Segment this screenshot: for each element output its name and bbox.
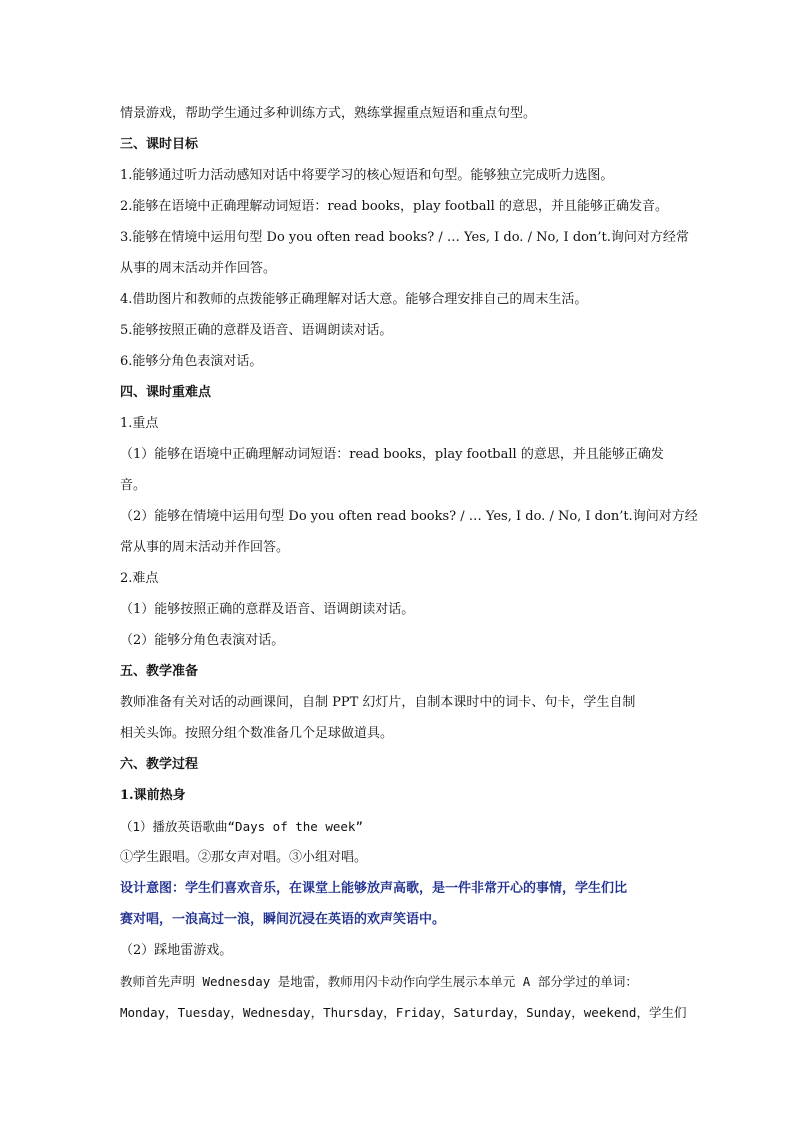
paragraph-line: 情景游戏，帮助学生通过多种训练方式，熟练掌握重点短语和重点句型。 <box>120 106 537 121</box>
objective-item: 4.借助图片和教师的点拨能够正确理解对话大意。能够合理安排自己的周末生活。 <box>120 292 588 307</box>
objective-item: 1.能够通过听力活动感知对话中将要学习的核心短语和句型。能够独立完成听力选图。 <box>120 168 614 183</box>
subheading-difficult-point: 2.难点 <box>120 571 159 586</box>
objective-item: 2.能够在语境中正确理解动词短语：read books，play football 的意思，并且能够正确发音。 <box>120 199 668 214</box>
difficult-point-item: （2）能够分角色表演对话。 <box>120 633 285 648</box>
objective-item: 6.能够分角色表演对话。 <box>120 354 263 369</box>
key-point-item-continued: 常从事的周末活动并作回答。 <box>120 540 290 555</box>
game-description-continued: Monday，Tuesday，Wednesday，Thursday，Friday，Saturday，Sunday，weekend，学生们 <box>120 1005 687 1020</box>
subheading-key-point: 1.重点 <box>120 416 159 431</box>
section-heading-key-points: 四、课时重难点 <box>120 385 212 400</box>
preparation-text-continued: 相关头饰。按照分组个数准备几个足球做道具。 <box>120 726 394 741</box>
design-intent: 设计意图：学生们喜欢音乐，在课堂上能够放声高歌，是一件非常开心的事情，学生们比 <box>120 881 628 896</box>
objective-item: 3.能够在情境中运用句型 Do you often read books? / … Yes, I do. / No, I don’t.询问对方经常 <box>120 230 689 245</box>
section-heading-preparation: 五、教学准备 <box>120 664 199 679</box>
key-point-item: （2）能够在情境中运用句型 Do you often read books? / … Yes, I do. / No, I don’t.询问对方经 <box>120 509 698 524</box>
subheading-warm-up: 1.课前热身 <box>120 788 186 803</box>
key-point-item: （1）能够在语境中正确理解动词短语：read books，play football 的意思，并且能够正确发 <box>120 447 664 462</box>
design-intent-continued: 赛对唱，一浪高过一浪，瞬间沉浸在英语的欢声笑语中。 <box>120 912 446 927</box>
document-body <box>120 98 698 1028</box>
objective-item: 5.能够按照正确的意群及语音、语调朗读对话。 <box>120 323 393 338</box>
objective-item-continued: 从事的周末活动并作回答。 <box>120 261 277 276</box>
activity-steps: ①学生跟唱。②那女声对唱。③小组对唱。 <box>120 850 368 865</box>
key-point-item-continued: 音。 <box>120 478 147 493</box>
game-description: 教师首先声明 Wednesday 是地雷，教师用闪卡动作向学生展示本单元 A 部分学过的单词： <box>120 974 638 989</box>
difficult-point-item: （1）能够按照正确的意群及语音、语调朗读对话。 <box>120 602 415 617</box>
section-heading-objectives: 三、课时目标 <box>120 137 199 152</box>
preparation-text: 教师准备有关对话的动画课间，自制 PPT 幻灯片，自制本课时中的词卡、句卡，学生自制 <box>120 695 636 710</box>
section-heading-process: 六、教学过程 <box>120 757 199 772</box>
activity-game: （2）踩地雷游戏。 <box>120 943 233 958</box>
activity-song: （1）播放英语歌曲“Days of the week” <box>120 819 363 834</box>
